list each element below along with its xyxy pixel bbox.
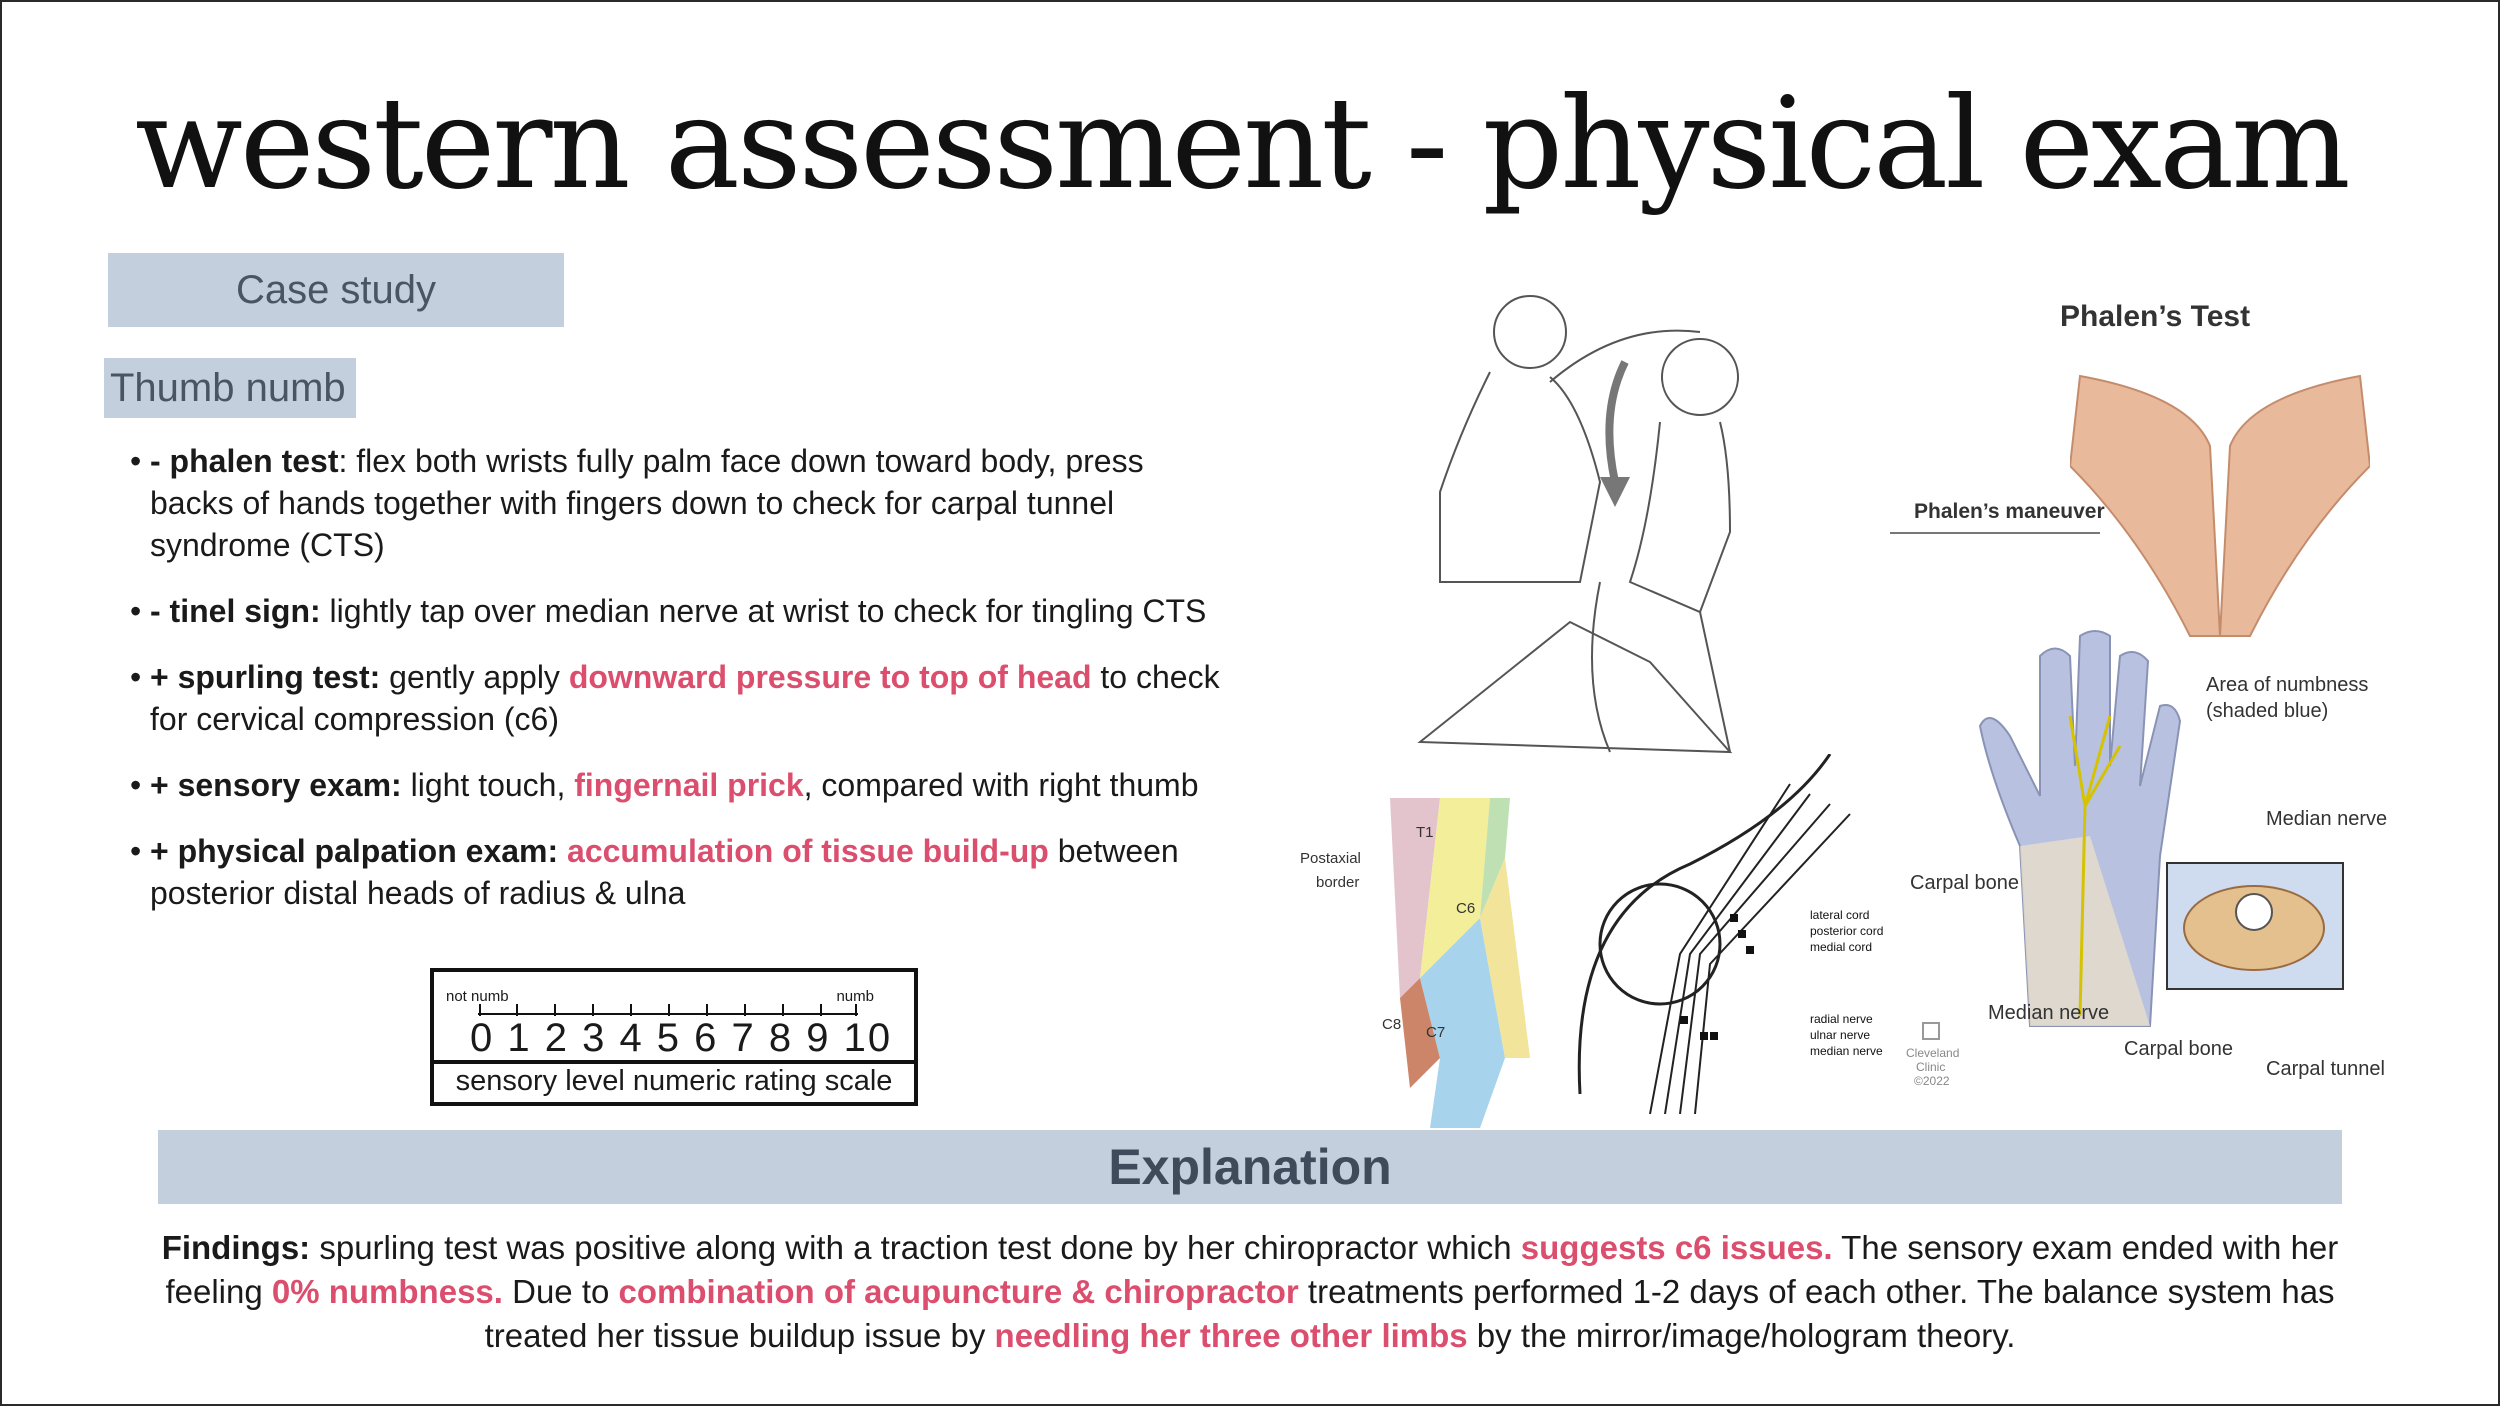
list-item: [130, 440, 1230, 566]
item-head: + sensory exam:: [150, 767, 402, 803]
clinic-label-1: Cleveland: [1906, 1046, 1960, 1060]
item-text-end: , compared with right thumb: [803, 767, 1199, 803]
item-head: + spurling test:: [150, 659, 381, 695]
numbness-label: Area of numbness: [2206, 674, 2369, 696]
carpal-tunnel-cross-section: [2166, 862, 2346, 992]
ulnar-nerve-label: ulnar nerve: [1810, 1028, 1871, 1042]
posterior-cord-label: posterior cord: [1810, 924, 1884, 938]
item-text-end: to check for cervical compression (c6): [150, 659, 1220, 737]
findings-text-2: The sensory exam ended with her feeling: [165, 1229, 2339, 1310]
findings-text-4: treatments performed 1-2 days of each other. The balance system has treated her tissue buildup issue by: [484, 1273, 2335, 1354]
findings-paragraph: [140, 1226, 2360, 1358]
case-study-label: Case study: [108, 253, 564, 327]
item-text: lightly tap over median nerve at wrist to check for tingling CTS: [320, 593, 1207, 629]
list-item: [130, 656, 1230, 740]
item-head: - phalen test: [150, 443, 339, 479]
carpal-bone-label-1: Carpal bone: [1910, 872, 2019, 894]
scale-right-label: numb: [836, 988, 874, 1005]
scale-caption: sensory level numeric rating scale: [434, 1060, 914, 1102]
lateral-cord-label: lateral cord: [1810, 908, 1870, 922]
c6-label: C6: [1456, 900, 1476, 917]
list-item: [130, 764, 1230, 806]
median-nerve-label-1: Median nerve: [2266, 808, 2388, 830]
radial-nerve-label: radial nerve: [1810, 1012, 1873, 1026]
findings-highlight-3: combination of acupuncture & chiropractor: [618, 1273, 1299, 1310]
median-nerve-label-2: Median nerve: [1988, 1002, 2110, 1024]
medial-cord-label: medial cord: [1810, 940, 1873, 954]
item-text: light touch,: [401, 767, 575, 803]
scale-left-label: not numb: [446, 988, 509, 1005]
border-label: border: [1316, 874, 1360, 891]
item-text-end: between posterior distal heads of radius & ulna: [150, 833, 1179, 911]
carpal-bone-label-2: Carpal bone: [2124, 1038, 2233, 1060]
findings-text-5: by the mirror/image/hologram theory.: [1467, 1317, 2016, 1354]
carpal-tunnel-label: Carpal tunnel: [2266, 1058, 2385, 1080]
findings-text-1: spurling test was positive along with a traction test done by her chiropractor which: [310, 1229, 1521, 1266]
scale-numbers: 0 1 2 3 4 5 6 7 8 9 10: [470, 1016, 893, 1060]
subtitle-thumb-numb: Thumb numb: [104, 358, 356, 418]
maneuver-underline: [1890, 532, 2100, 534]
explanation-title: Explanation: [1108, 1139, 1392, 1195]
phalen-title: Phalen’s Test: [2060, 300, 2251, 333]
phalen-maneuver-label: Phalen’s maneuver: [1914, 500, 2105, 523]
numbness-label-2: (shaded blue): [2206, 700, 2329, 722]
c7-label: C7: [1426, 1024, 1446, 1041]
list-item: [130, 830, 1230, 914]
spurling-test-illustration: [1400, 282, 1780, 762]
c8-label: C8: [1382, 1016, 1402, 1033]
item-highlight: fingernail prick: [574, 767, 804, 803]
item-head: - tinel sign:: [150, 593, 321, 629]
t1-label: T1: [1416, 824, 1434, 841]
findings-text-3: Due to: [502, 1273, 619, 1310]
list-item: [130, 590, 1230, 632]
item-highlight: accumulation of tissue build-up: [567, 833, 1049, 869]
postaxial-label: Postaxial: [1300, 850, 1361, 867]
exam-list: [130, 440, 1230, 938]
item-highlight: downward pressure to top of head: [568, 659, 1092, 695]
rating-scale: [430, 968, 918, 1106]
copyright-label: ©2022: [1914, 1074, 1950, 1088]
findings-highlight-1: suggests c6 issues.: [1520, 1229, 1833, 1266]
brachial-plexus-illustration: [1570, 754, 1980, 1114]
findings-highlight-4: needling her three other limbs: [994, 1317, 1468, 1354]
phalen-hands: [2070, 356, 2370, 646]
median-nerve-label: median nerve: [1810, 1044, 1883, 1058]
item-text: gently apply: [380, 659, 569, 695]
item-text: [558, 833, 567, 869]
findings-highlight-2: 0% numbness.: [271, 1273, 503, 1310]
cleveland-logo-icon: [1922, 1022, 1940, 1040]
dermatome-arm: [1380, 798, 1550, 1128]
explanation-bar: [158, 1130, 2342, 1204]
item-text: : flex both wrists fully palm face down toward body, press backs of hands together with fingers down to check for carpal tunnel syndrome (CTS): [150, 443, 1144, 563]
slide-title: western assessment - physical exam: [135, 70, 2348, 217]
dermatome-illustration: [1290, 798, 1550, 1128]
clinic-label-2: Clinic: [1916, 1060, 1946, 1074]
findings-head: Findings:: [161, 1229, 311, 1266]
item-head: + physical palpation exam:: [150, 833, 559, 869]
